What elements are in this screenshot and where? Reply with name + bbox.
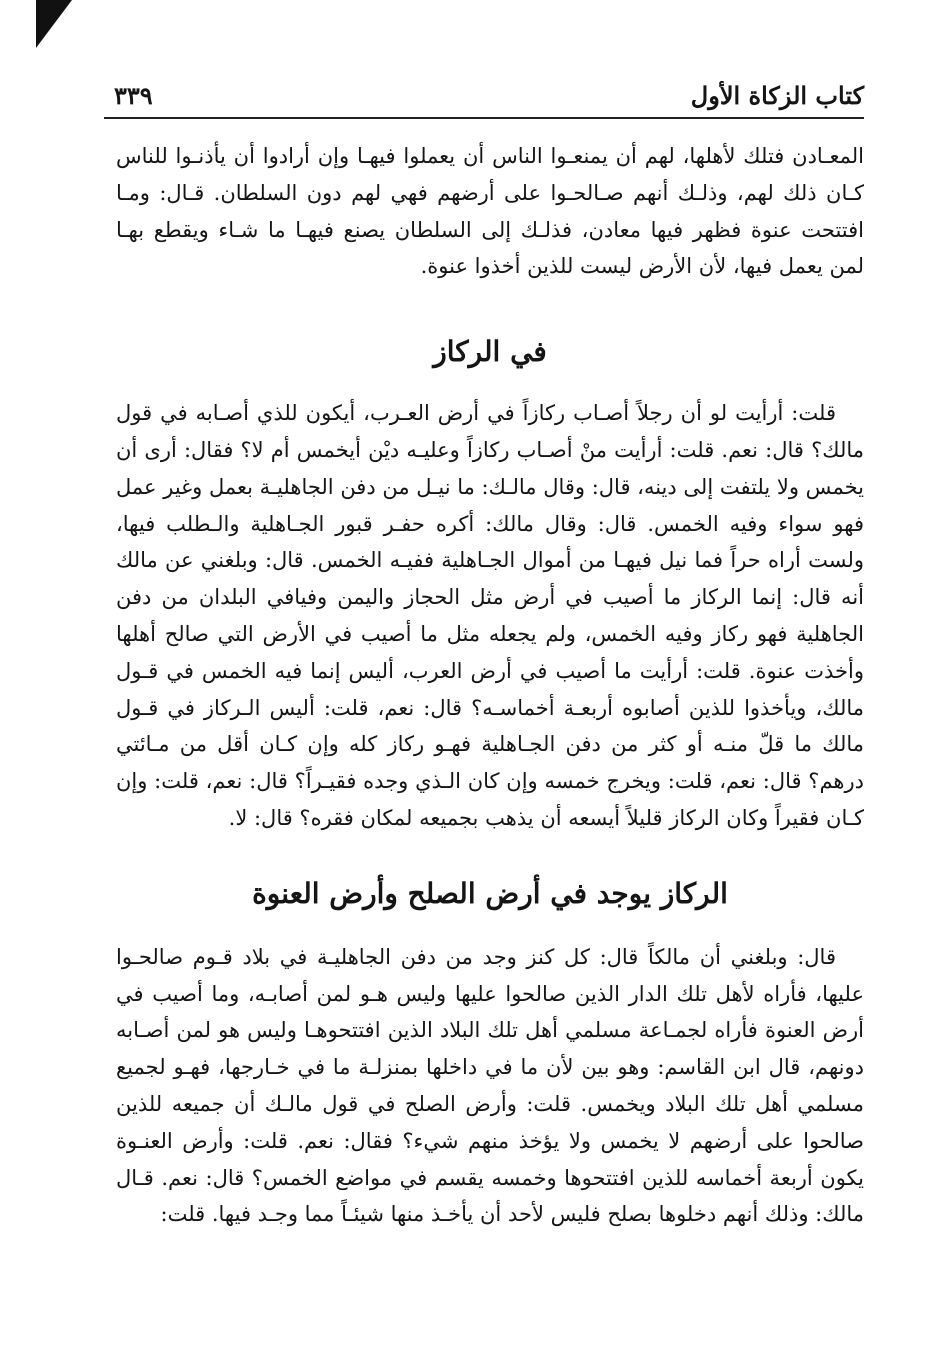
intro-paragraph: المعـادن فتلك لأهلها، لهم أن يمنعـوا الناس أن يعملوا فيهـا وإن أرادوا أن يأذنـوا للناس كـان ذلك لهم، وذلـك أنهم صـالحـوا على أرضهم فهي لهم دون السلطان. قـال: ومـا افتتحت عنوة فظهر فيها معادن، فذلـك إلى السلطان يصنع فيهـا ما شـاء ويقطع بهـا لمن يعمل فيها، لأن الأرض ليست للذين أخذوا عنوة.	[116, 144, 864, 279]
section-paragraph-sulh-anwa: قال: وبلغني أن مالكاً قال: كل كنز وجد من دفن الجاهليـة في بلاد قـوم صالحـوا عليها، فأراه لأهل تلك الدار الذين صالحوا عليها وليس هـو لمن أصابـه، وما أصيب في أرض العنوة فأراه لجمـاعة مسلمي أهل تلك البلاد الذين افتتحوهـا وليس هو لمن أصـابه دونهم، قال ابن القاسم: وهو بين لأن ما في داخلها بمنزلـة ما في خـارجها، فهـو لجميع مسلمي أهل تلك البلاد ويخمس. قلت: وأرض الصلح في قول مالـك أن جميعه للذين صالحوا على أرضهم لا يخمس ولا يؤخذ منهم شيء؟ فقال: نعم. قلت: وأرض العنـوة يكون أربعة أخماسه للذين افتتحوها وخمسه يقسم في مواضع الخمس؟ قال: نعم. قـال مالك: وذلك أنهم دخلوها بصلح فليس لأحد أن يأخـذ منها شيئـاً مما وجـد فيها. قلت:	[116, 944, 864, 1227]
page-number: ٣٣٩	[114, 81, 153, 110]
page-body	[116, 138, 864, 1233]
corner-mark	[36, 0, 72, 48]
running-title: كتاب الزكاة الأول	[690, 81, 864, 110]
section-heading-rikaz: في الركاز	[433, 335, 547, 369]
section-heading-sulh-anwa: الركاز يوجد في أرض الصلح وأرض العنوة	[252, 876, 728, 910]
section-paragraph-rikaz: قلت: أرأيت لو أن رجلاً أصـاب ركازاً في أرض العـرب، أيكون للذي أصـابه في قول مالك؟ قال: نعم. قلت: أرأيت منْ أصـاب ركازاً وعليـه ديْن أيخمس أم لا؟ فقال: أرى أن يخمس ولا يلتفت إلى دينه، قال: وقال مالـك: ما نيـل من دفن الجاهليـة بعمل وغير عمل فهو سواء وفيه الخمس. قال: وقال مالك: أكره حفـر قبور الجـاهلية والـطلب فيها، ولست أراه حراً فما نيل فيهـا من أموال الجـاهلية ففيـه الخمس. قال: وبلغني عن مالك أنه قال: إنما الركاز ما أصيب في أرض مثل الحجاز واليمن وفيافي البلدان من دفن الجاهلية فهو ركاز وفيه الخمس، ولم يجعله مثل ما أصيب في الأرض التي صالح أهلها وأخذت عنوة. قلت: أرأيت ما أصيب في أرض العرب، أليس إنما فيه الخمس في قـول مالك، ويأخذوا للذين أصابوه أربعـة أخماسـه؟ قال: نعم، قلت: أليس الـركاز في قـول مالك ما قلّ منـه أو كثر من دفن الجـاهلية فهـو ركاز كله وإن كـان أقل من مـائتي درهم؟ قال: نعم، قلت: ويخرج خمسه وإن كان الـذي وجده فقيـراً؟ قال: نعم، قلت: وإن كـان فقيراً وكان الركاز قليلاً أيسعه أن يذهب بجميعه لمكان فقره؟ قال: لا.	[116, 401, 864, 830]
page-header	[104, 79, 864, 119]
